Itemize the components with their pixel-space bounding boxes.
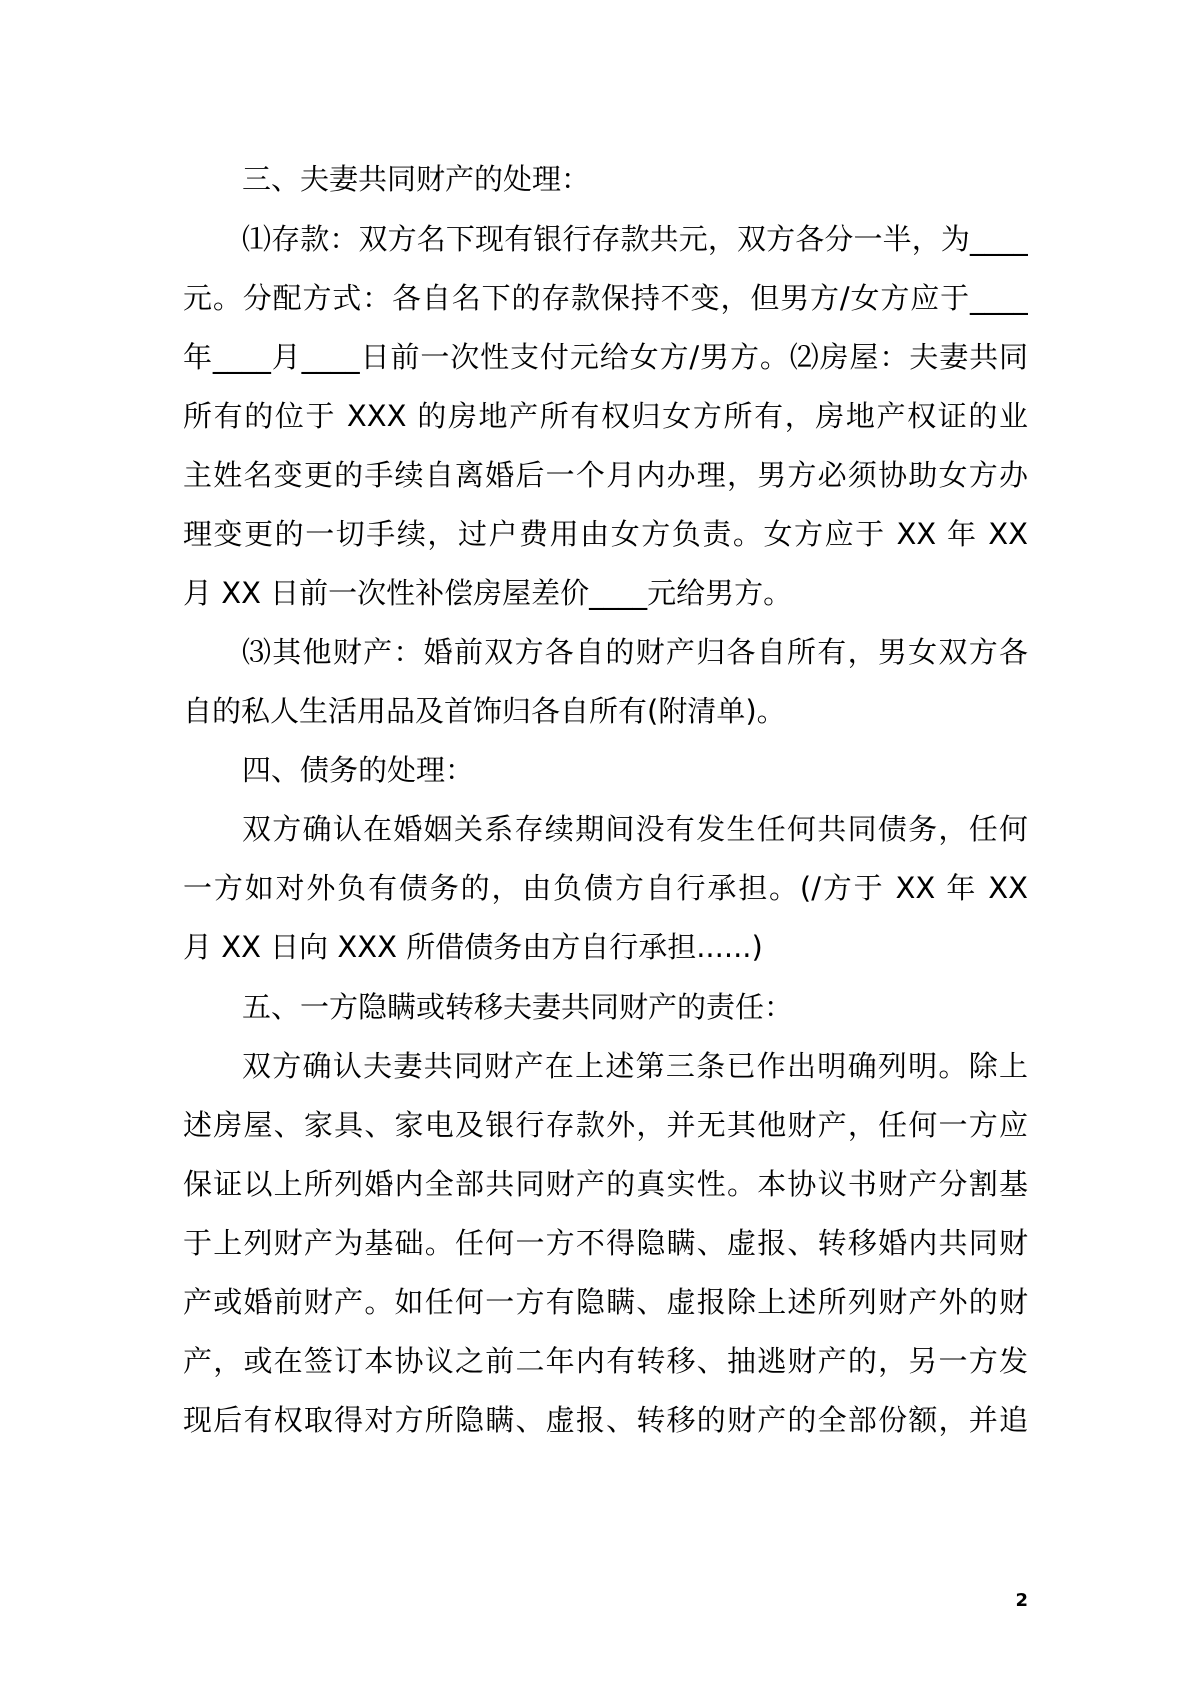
paragraph-line: 一方如对外负有债务的，由负债方自行承担。(/方于 XX 年 XX <box>183 871 1028 905</box>
section-heading-concealment-liability: 五、一方隐瞒或转移夫妻共同财产的责任： <box>242 990 794 1024</box>
section-heading-joint-property: 三、夫妻共同财产的处理： <box>242 162 591 196</box>
paragraph-line: 产，或在签订本协议之前二年内有转移、抽逃财产的，另一方发 <box>183 1344 1028 1378</box>
paragraph-line: 保证以上所列婚内全部共同财产的真实性。本协议书财产分割基 <box>183 1167 1028 1201</box>
paragraph-line: 产或婚前财产。如任何一方有隐瞒、虚报除上述所列财产外的财 <box>183 1285 1028 1319</box>
paragraph-line: 于上列财产为基础。任何一方不得隐瞒、虚报、转移婚内共同财 <box>183 1226 1028 1260</box>
section-heading-debts: 四、债务的处理： <box>242 753 475 787</box>
paragraph-line: 年____月____日前一次性支付元给女方/男方。⑵房屋：夫妻共同 <box>183 340 1028 374</box>
paragraph-line: 双方确认在婚姻关系存续期间没有发生任何共同债务，任何 <box>242 812 1028 846</box>
paragraph-line: 月 XX 日前一次性补偿房屋差价____元给男方。 <box>183 576 793 610</box>
paragraph-line: ⑶其他财产：婚前双方各自的财产归各自所有，男女双方各 <box>242 635 1028 669</box>
paragraph-line: 元。分配方式：各自名下的存款保持不变，但男方/女方应于____ <box>183 281 1028 315</box>
paragraph-line: 理变更的一切手续，过户费用由女方负责。女方应于 XX 年 XX <box>183 517 1028 551</box>
paragraph-line: 月 XX 日向 XXX 所借债务由方自行承担......) <box>183 930 763 964</box>
paragraph-line: 双方确认夫妻共同财产在上述第三条已作出明确列明。除上 <box>242 1049 1028 1083</box>
page-number: 2 <box>1015 1590 1028 1611</box>
paragraph-line: ⑴存款：双方名下现有银行存款共元，双方各分一半，为____ <box>242 222 1028 256</box>
paragraph-line: 所有的位于 XXX 的房地产所有权归女方所有，房地产权证的业 <box>183 399 1028 433</box>
paragraph-line: 主姓名变更的手续自离婚后一个月内办理，男方必须协助女方办 <box>183 458 1028 492</box>
paragraph-line: 述房屋、家具、家电及银行存款外，并无其他财产，任何一方应 <box>183 1108 1028 1142</box>
paragraph-line: 现后有权取得对方所隐瞒、虚报、转移的财产的全部份额，并追 <box>183 1403 1028 1437</box>
paragraph-line: 自的私人生活用品及首饰归各自所有(附清单)。 <box>183 694 786 728</box>
